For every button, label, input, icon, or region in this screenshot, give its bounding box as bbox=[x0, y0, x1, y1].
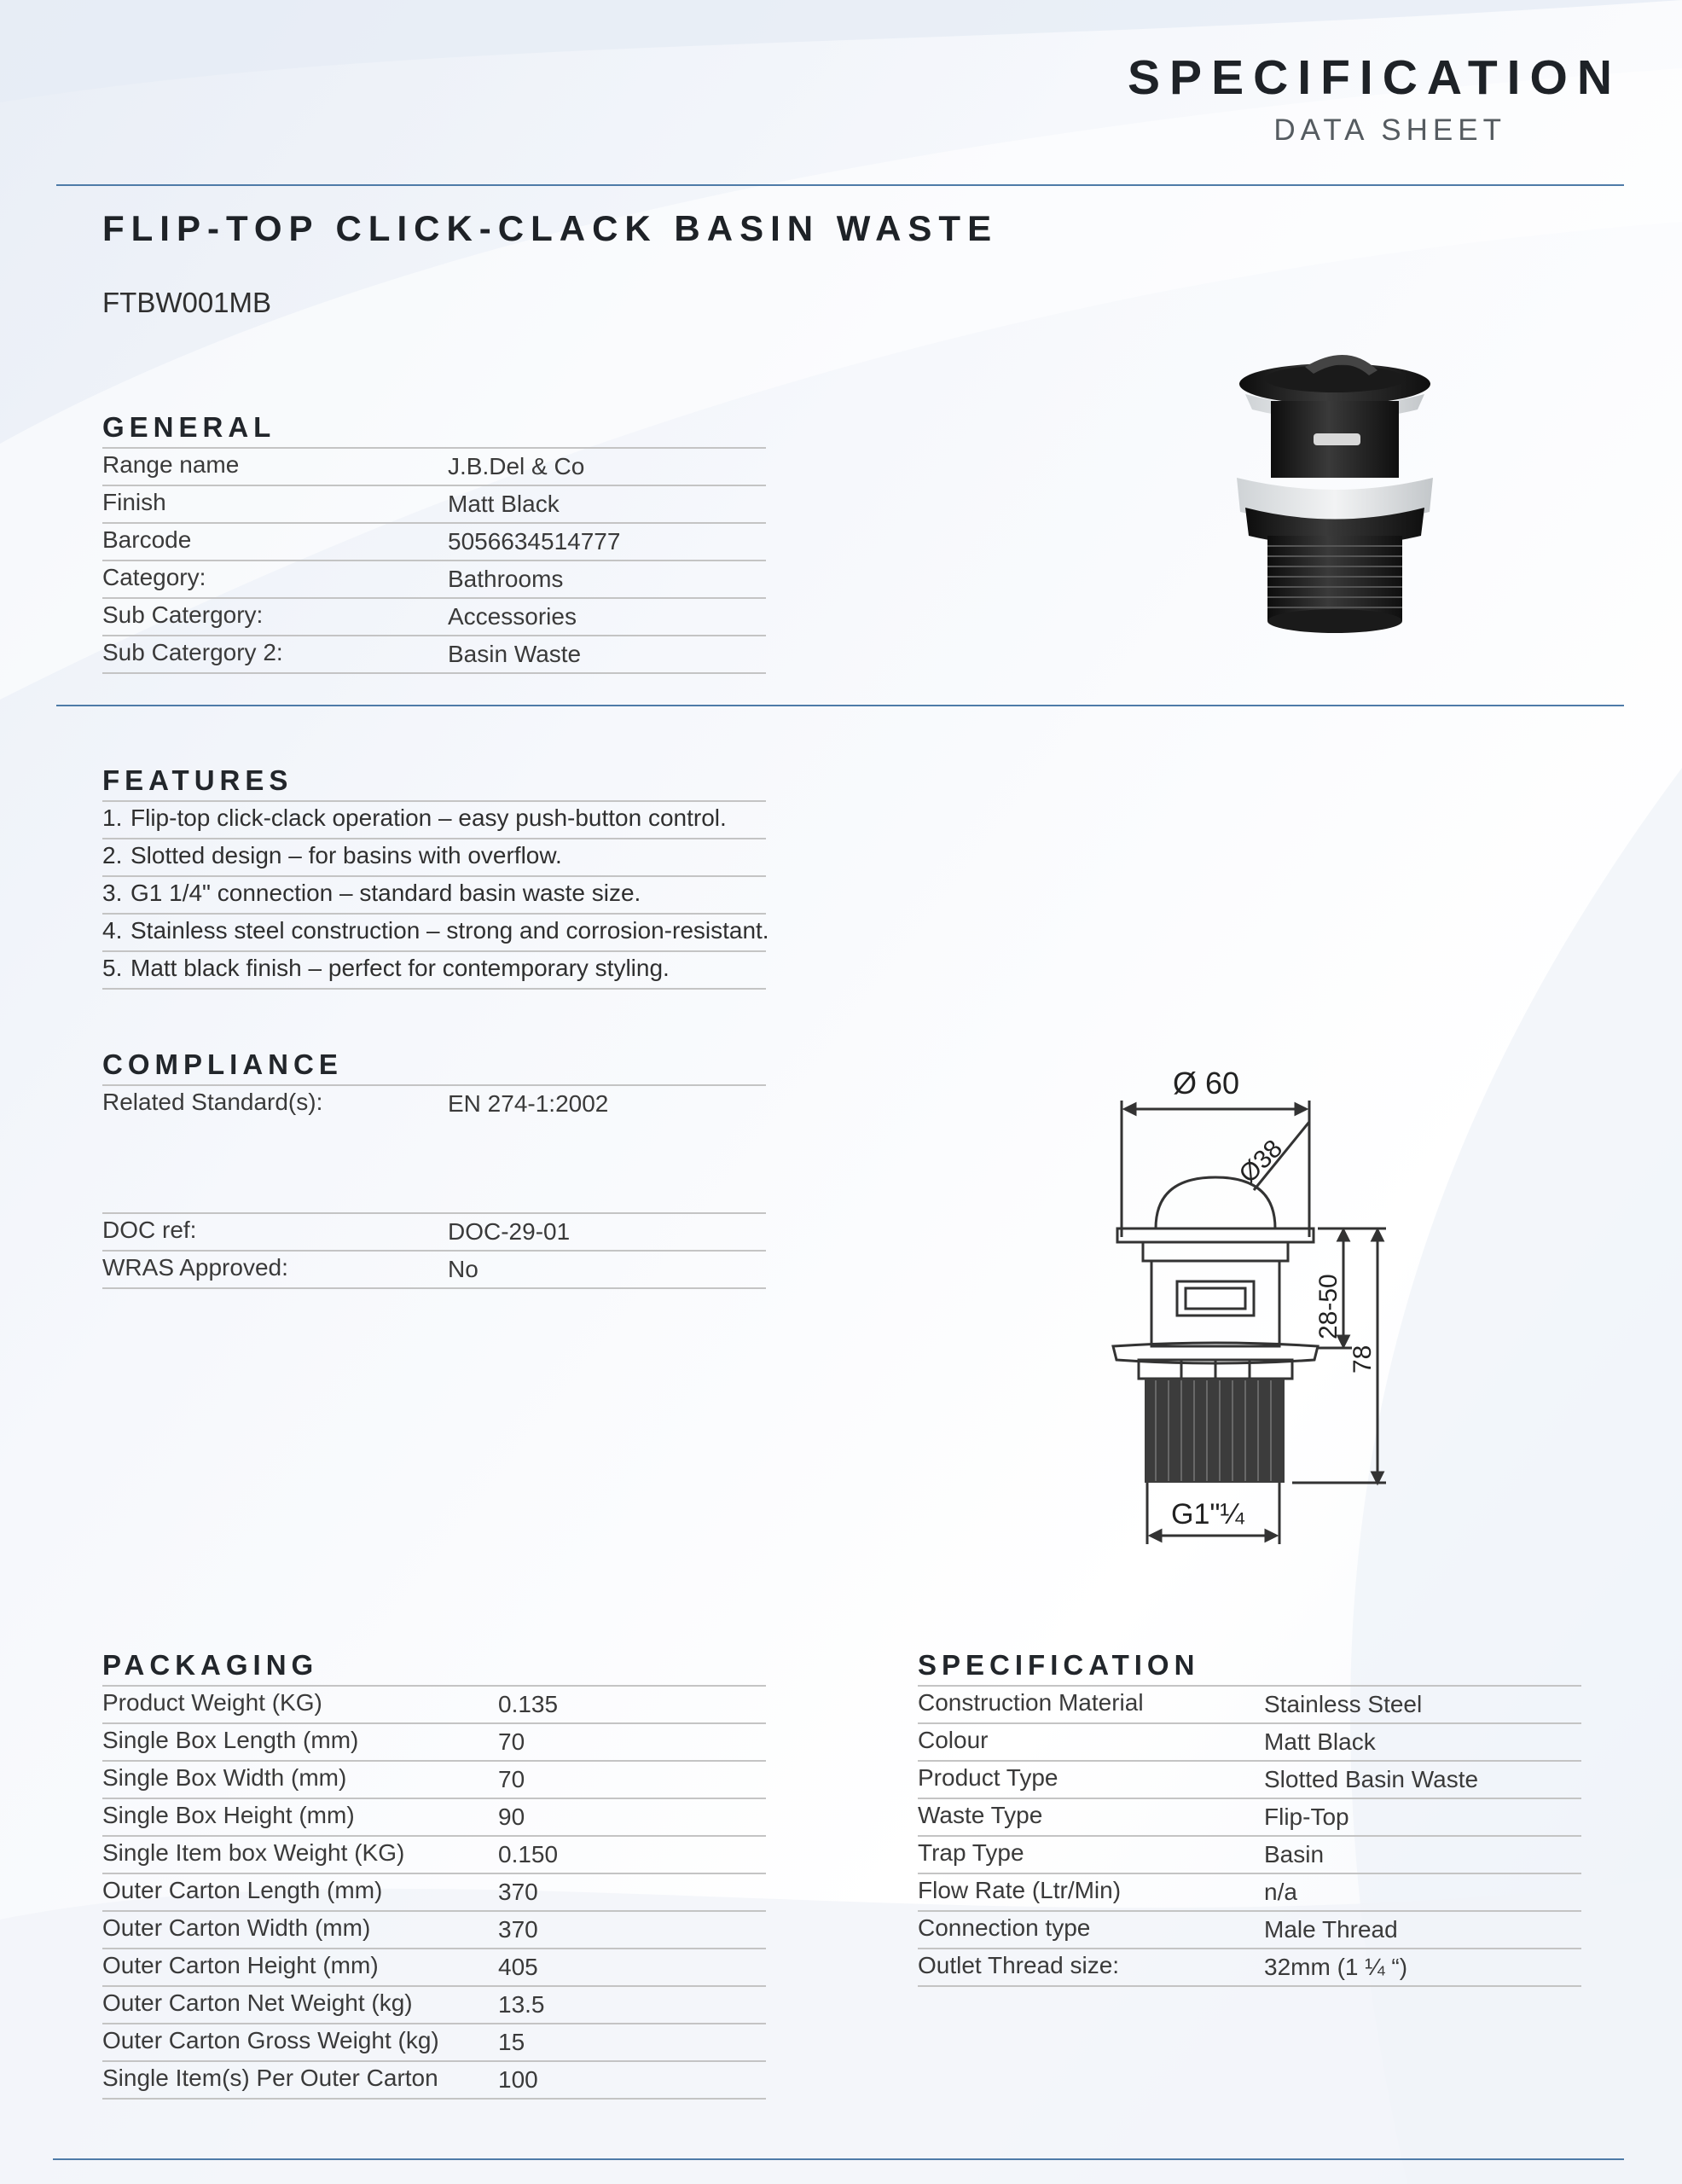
feature-item bbox=[102, 839, 766, 877]
feature-text: Flip-top click-clack operation – easy push-button control. bbox=[130, 804, 727, 831]
spec-label: Waste Type bbox=[918, 1802, 1043, 1828]
spec-value: Flip-Top bbox=[1264, 1804, 1349, 1830]
feature-item bbox=[102, 952, 766, 990]
packaging-label: Single Box Width (mm) bbox=[102, 1764, 347, 1791]
technical-drawing bbox=[1105, 1049, 1429, 1553]
product-title: FLIP-TOP CLICK-CLACK BASIN WASTE bbox=[102, 208, 999, 248]
general-row bbox=[102, 636, 766, 674]
packaging-row bbox=[102, 2062, 766, 2100]
header-divider bbox=[56, 184, 1624, 186]
product-photo bbox=[1220, 341, 1450, 648]
general-value: Bathrooms bbox=[448, 566, 564, 592]
packaging-table bbox=[102, 1685, 766, 2100]
packaging-label: Outer Carton Gross Weight (kg) bbox=[102, 2027, 439, 2053]
compliance-row bbox=[102, 1214, 766, 1252]
sheet-title: SPECIFICATION bbox=[1128, 50, 1621, 105]
packaging-value: 15 bbox=[498, 2029, 525, 2055]
packaging-row bbox=[102, 1949, 766, 1987]
packaging-label: Outer Carton Net Weight (kg) bbox=[102, 1989, 413, 2016]
spec-row bbox=[918, 1949, 1581, 1987]
compliance-value: No bbox=[448, 1256, 478, 1282]
spec-row bbox=[918, 1912, 1581, 1949]
feature-number: 1. bbox=[102, 804, 123, 831]
general-value: Basin Waste bbox=[448, 641, 582, 667]
spec-value: Stainless Steel bbox=[1264, 1691, 1423, 1717]
spec-row bbox=[918, 1687, 1581, 1724]
general-label: Sub Catergory: bbox=[102, 601, 264, 628]
feature-number: 3. bbox=[102, 880, 123, 906]
specification-heading: SPECIFICATION bbox=[918, 1649, 1200, 1681]
packaging-value: 90 bbox=[498, 1804, 525, 1830]
spec-value: n/a bbox=[1264, 1879, 1297, 1905]
general-label: Range name bbox=[102, 451, 240, 478]
feature-item bbox=[102, 802, 766, 839]
packaging-row bbox=[102, 1724, 766, 1762]
general-heading: GENERAL bbox=[102, 411, 276, 443]
compliance-table-lower bbox=[102, 1212, 766, 1289]
packaging-label: Outer Carton Height (mm) bbox=[102, 1952, 379, 1978]
general-row bbox=[102, 449, 766, 486]
packaging-value: 405 bbox=[498, 1954, 538, 1980]
specification-table bbox=[918, 1685, 1581, 1987]
spec-label: Outlet Thread size: bbox=[918, 1952, 1120, 1978]
packaging-row bbox=[102, 1987, 766, 2024]
spec-label: Flow Rate (Ltr/Min) bbox=[918, 1877, 1122, 1903]
spec-label: Connection type bbox=[918, 1914, 1091, 1941]
section-divider bbox=[56, 705, 1624, 706]
feature-text: Matt black finish – perfect for contemporary styling. bbox=[130, 955, 670, 981]
packaging-heading: PACKAGING bbox=[102, 1649, 319, 1681]
feature-text: Slotted design – for basins with overflow. bbox=[130, 842, 562, 868]
packaging-value: 70 bbox=[498, 1766, 525, 1792]
feature-number: 4. bbox=[102, 917, 123, 944]
packaging-label: Single Item box Weight (KG) bbox=[102, 1839, 405, 1866]
feature-item bbox=[102, 877, 766, 915]
packaging-label: Single Item(s) Per Outer Carton bbox=[102, 2065, 438, 2091]
compliance-heading: COMPLIANCE bbox=[102, 1048, 343, 1080]
general-label: Sub Catergory 2: bbox=[102, 639, 283, 665]
general-row bbox=[102, 486, 766, 524]
spec-label: Colour bbox=[918, 1727, 989, 1753]
general-value: Accessories bbox=[448, 603, 577, 630]
dim-height-range: 28-50 bbox=[1314, 1274, 1343, 1339]
general-row bbox=[102, 599, 766, 636]
general-label: Barcode bbox=[102, 526, 192, 553]
general-table bbox=[102, 447, 766, 674]
packaging-label: Outer Carton Width (mm) bbox=[102, 1914, 371, 1941]
compliance-value: DOC-29-01 bbox=[448, 1218, 571, 1245]
product-code: FTBW001MB bbox=[102, 287, 272, 318]
dim-thread: G1"¼ bbox=[1171, 1498, 1244, 1531]
dim-inner-diameter: Ø38 bbox=[1233, 1134, 1289, 1189]
general-value: 5056634514777 bbox=[448, 528, 621, 555]
packaging-row bbox=[102, 2024, 766, 2062]
packaging-row bbox=[102, 1874, 766, 1912]
packaging-label: Single Box Length (mm) bbox=[102, 1727, 359, 1753]
compliance-label: WRAS Approved: bbox=[102, 1254, 288, 1281]
general-row bbox=[102, 561, 766, 599]
packaging-value: 0.135 bbox=[498, 1691, 559, 1717]
compliance-label: DOC ref: bbox=[102, 1217, 197, 1243]
feature-text: Stainless steel construction – strong and corrosion-resistant. bbox=[130, 917, 769, 944]
spec-value: Male Thread bbox=[1264, 1916, 1398, 1943]
general-label: Finish bbox=[102, 489, 166, 515]
packaging-row bbox=[102, 1837, 766, 1874]
spec-label: Construction Material bbox=[918, 1689, 1144, 1716]
general-row bbox=[102, 524, 766, 561]
packaging-row bbox=[102, 1687, 766, 1724]
packaging-value: 370 bbox=[498, 1916, 538, 1943]
feature-text: G1 1/4" connection – standard basin waste size. bbox=[130, 880, 641, 906]
compliance-label: Related Standard(s): bbox=[102, 1089, 323, 1115]
packaging-label: Single Box Height (mm) bbox=[102, 1802, 355, 1828]
compliance-row bbox=[102, 1086, 766, 1197]
packaging-value: 0.150 bbox=[498, 1841, 559, 1867]
feature-number: 2. bbox=[102, 842, 123, 868]
spec-value: 32mm (1 ¼ “) bbox=[1264, 1954, 1408, 1980]
general-value: Matt Black bbox=[448, 491, 560, 517]
compliance-table bbox=[102, 1084, 766, 1197]
general-label: Category: bbox=[102, 564, 206, 590]
general-value: J.B.Del & Co bbox=[448, 453, 585, 479]
spec-label: Product Type bbox=[918, 1764, 1058, 1791]
packaging-label: Outer Carton Length (mm) bbox=[102, 1877, 383, 1903]
packaging-row bbox=[102, 1799, 766, 1837]
packaging-row bbox=[102, 1762, 766, 1799]
features-list bbox=[102, 800, 769, 990]
packaging-value: 70 bbox=[498, 1728, 525, 1755]
features-heading: FEATURES bbox=[102, 764, 293, 796]
sheet-subtitle: DATA SHEET bbox=[1273, 113, 1506, 147]
spec-row bbox=[918, 1837, 1581, 1874]
feature-number: 5. bbox=[102, 955, 123, 981]
packaging-value: 370 bbox=[498, 1879, 538, 1905]
spec-row bbox=[918, 1724, 1581, 1762]
footer-divider bbox=[53, 2158, 1624, 2160]
spec-value: Basin bbox=[1264, 1841, 1325, 1867]
dim-outer-diameter: Ø 60 bbox=[1173, 1066, 1240, 1101]
spec-row bbox=[918, 1799, 1581, 1837]
spec-row bbox=[918, 1762, 1581, 1799]
spec-value: Slotted Basin Waste bbox=[1264, 1766, 1479, 1792]
spec-row bbox=[918, 1874, 1581, 1912]
packaging-label: Product Weight (KG) bbox=[102, 1689, 322, 1716]
packaging-value: 100 bbox=[498, 2066, 538, 2093]
spec-value: Matt Black bbox=[1264, 1728, 1376, 1755]
packaging-value: 13.5 bbox=[498, 1991, 545, 2018]
packaging-row bbox=[102, 1912, 766, 1949]
compliance-row bbox=[102, 1252, 766, 1289]
compliance-value: EN 274-1:2002 bbox=[448, 1090, 609, 1117]
dim-height-total: 78 bbox=[1348, 1345, 1377, 1374]
feature-item bbox=[102, 915, 769, 952]
spec-label: Trap Type bbox=[918, 1839, 1024, 1866]
